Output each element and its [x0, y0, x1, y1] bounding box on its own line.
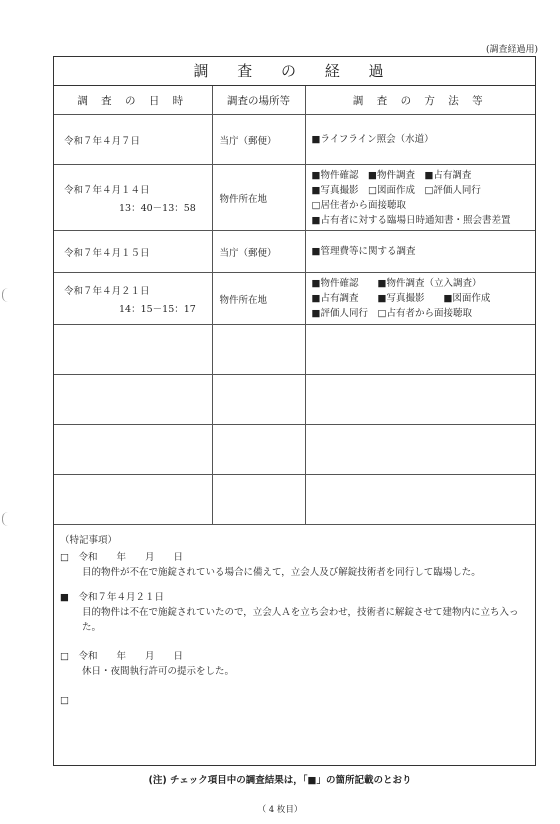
row-place: 当庁（郵便）	[212, 231, 305, 273]
row-methods	[305, 165, 535, 231]
row-date-cell	[54, 165, 212, 231]
table-row	[54, 273, 535, 325]
empty-cell	[305, 475, 535, 525]
table-row	[54, 231, 535, 273]
empty-cell	[212, 375, 305, 425]
empty-cell	[212, 475, 305, 525]
note-item	[60, 649, 529, 679]
row-place: 物件所在地	[212, 165, 305, 231]
row-place: 当庁（郵便）	[212, 115, 305, 165]
method-line: ■写真撮影 □図面作成 □評価人同行	[311, 184, 481, 196]
note-body: 目的物件は不在で施錠されていたので，立会人Ａを立ち会わせ，技術者に解錠させて建物内に立ち入った。	[82, 607, 519, 633]
binder-hole-mark	[2, 512, 9, 526]
row-place: 物件所在地	[212, 273, 305, 325]
header-place: 調査の場所等	[212, 86, 305, 115]
row-methods	[305, 115, 535, 165]
header-method: 調 査 の 方 法 等	[305, 86, 535, 115]
note-head: □ 令和 年 月 日	[60, 552, 183, 563]
row-date-cell	[54, 231, 212, 273]
method-line: ■管理費等に関する調査	[311, 246, 416, 257]
empty-cell	[54, 475, 212, 525]
empty-cell	[212, 425, 305, 475]
row-date-cell	[54, 115, 212, 165]
empty-row	[54, 325, 535, 375]
empty-cell	[305, 325, 535, 375]
form-title: 調 査 の 経 過	[54, 57, 535, 86]
method-line: ■ライフライン照会（水道）	[311, 134, 434, 145]
row-time: 13：40－13：58	[119, 202, 196, 214]
note-item	[60, 550, 529, 580]
note-body: 目的物件が不在で施錠されている場合に備えて，立会人及び解錠技術者を同行して臨場した。	[82, 567, 481, 578]
empty-cell	[54, 425, 212, 475]
note-body: 休日・夜間執行許可の提示をした。	[82, 666, 235, 677]
row-methods	[305, 231, 535, 273]
note-item	[60, 693, 529, 708]
row-date-cell	[54, 273, 212, 325]
row-date: 令和７年４月７日	[64, 135, 141, 147]
empty-cell	[54, 325, 212, 375]
special-notes-label: （特記事項）	[60, 535, 118, 546]
empty-cell	[212, 325, 305, 375]
table-row	[54, 165, 535, 231]
row-date: 令和７年４月１４日	[64, 184, 150, 196]
page-count: （ 4 枚目）	[257, 805, 303, 815]
row-time: 14：15－15：17	[119, 303, 196, 315]
method-line: □居住者から面接聴取	[311, 199, 406, 211]
special-notes-section	[54, 525, 535, 708]
table-row	[54, 115, 535, 165]
empty-row	[54, 425, 535, 475]
note-head: □ 令和 年 月 日	[60, 651, 183, 662]
empty-row	[54, 375, 535, 425]
empty-cell	[305, 375, 535, 425]
note-head: □	[60, 695, 69, 706]
method-line: ■物件確認 ■物件調査 ■占有調査	[311, 169, 472, 181]
method-line: ■物件確認 ■物件調査（立入調査）	[311, 278, 482, 289]
method-line: ■評価人同行 □占有者から面接聴取	[311, 308, 472, 319]
row-date: 令和７年４月１５日	[64, 247, 150, 259]
method-line: ■占有者に対する臨場日時通知書・照会書差置	[311, 214, 511, 226]
empty-cell	[54, 375, 212, 425]
note-head: ■ 令和７年４月２１日	[60, 592, 164, 603]
row-date: 令和７年４月２１日	[64, 285, 150, 297]
note-item	[60, 590, 529, 635]
footnote: (注) チェック項目中の調査結果は，「■」の箇所記載のとおり	[148, 775, 412, 786]
form-type-tag: (調査経過用)	[485, 45, 538, 55]
binder-hole-mark	[2, 288, 9, 302]
row-methods	[305, 273, 535, 325]
survey-log-table	[54, 86, 535, 525]
header-date: 調 査 の 日 時	[54, 86, 212, 115]
survey-progress-form	[53, 56, 536, 766]
method-line: ■占有調査 ■写真撮影 ■図面作成	[311, 293, 491, 304]
empty-row	[54, 475, 535, 525]
empty-cell	[305, 425, 535, 475]
table-header-row	[54, 86, 535, 115]
